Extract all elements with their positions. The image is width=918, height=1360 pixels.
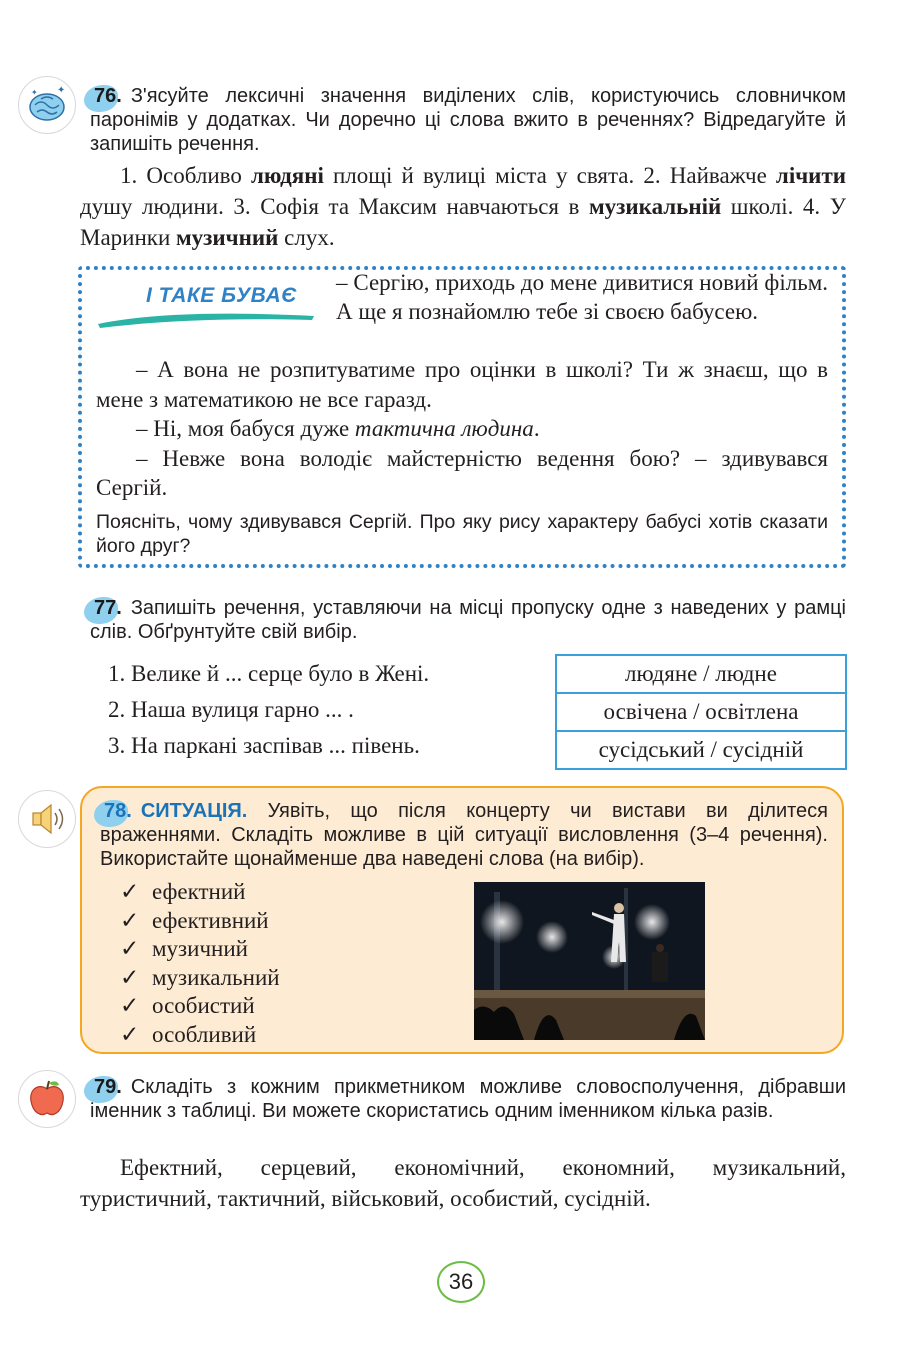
svg-text:✦: ✦: [57, 85, 66, 96]
sentence-part: душу людини. 3. Софія та Максим навчаються в: [80, 194, 589, 219]
check-icon: ✓: [120, 907, 140, 933]
page-number: 36: [437, 1261, 485, 1303]
highlighted-word: людяні: [250, 163, 324, 188]
check-icon: ✓: [120, 1021, 140, 1047]
check-icon: ✓: [120, 879, 140, 904]
joke-line-4: – Невже вона володіє майстерністю ведення бою? – здивувався Сергій.: [96, 445, 828, 500]
checklist-word: ефектний: [152, 879, 246, 904]
checklist-item: [120, 1021, 280, 1050]
check-icon: ✓: [120, 936, 140, 962]
speaker-icon: [18, 790, 76, 848]
task-79-instruction: [90, 1075, 846, 1123]
task-77-instruction: [90, 596, 846, 644]
task-number-76: 76.: [90, 84, 125, 108]
joke-dialogue: [96, 355, 828, 503]
task-76-sentences: [80, 160, 846, 253]
check-icon: ✓: [120, 964, 140, 990]
checklist-word: музичний: [152, 936, 248, 962]
task-76-instruction: [90, 84, 846, 156]
brush-stroke-icon: [96, 282, 316, 332]
word-checklist: [120, 878, 280, 1050]
joke-italic-phrase: тактична людина: [354, 416, 534, 441]
task-78-instruction: [100, 799, 828, 871]
task-79-text: Складіть з кожним прикметником можливе словосполучення, дібравши іменник з таблиці. Ви можете скористатись одним іменником кілька разів.: [90, 1076, 846, 1122]
situation-label: СИТУАЦІЯ.: [140, 800, 248, 822]
joke-heading: [96, 282, 316, 332]
word-option: сусідський / сусідній: [598, 737, 804, 762]
checklist-item: [120, 878, 280, 907]
sentence-part: слух.: [278, 225, 335, 250]
svg-text:✦: ✦: [31, 88, 38, 97]
sentence-part: площі й вулиці міста у свята. 2. Найважче: [323, 163, 776, 188]
task-78-text: Уявіть, що після концерту чи вистави ви ділитеся враженнями. Складіть можливе в цій ситуації висловлення (3–4 речення). Використайте щонайменше два наведені слова (на вибір).: [100, 800, 829, 870]
joke-heading-text: І ТАКЕ БУВАЄ: [146, 284, 297, 307]
word-option: освічена / освітлена: [557, 694, 845, 732]
checklist-word: особливий: [152, 1021, 257, 1047]
checklist-item: [120, 992, 280, 1021]
joke-line-3-end: .: [533, 416, 540, 441]
checklist-item: [120, 907, 280, 936]
joke-line-2: – А вона не розпитуватиме про оцінки в школі? Ти ж знаєш, що в мене з математикою не все гаразд.: [96, 357, 828, 412]
sentence-3: 3. На паркані заспівав ... півень.: [108, 733, 420, 758]
task-76-text: З'ясуйте лексичні значення виділених слів, користуючись словничком паронімів у додатках. Чи доречно ці слова вжито в реченнях? Відредагуйте й запишіть речення.: [90, 85, 846, 155]
checklist-word: музикальний: [152, 964, 280, 990]
joke-line-1: – Сергію, приходь до мене дивитися новий фільм. А ще я познайомлю тебе зі своєю бабусею.: [336, 270, 828, 324]
joke-question: Поясніть, чому здивувався Сергій. Про яку рису характеру бабусі хотів сказати його друг?: [96, 511, 828, 557]
task-number-78: 78.: [100, 799, 135, 823]
sentence-part: школі. 4. У Маринки: [80, 194, 846, 250]
highlighted-word: лічити: [775, 163, 846, 188]
sentence-2: 2. Наша вулиця гарно ... .: [108, 697, 354, 722]
task-number-79: 79.: [90, 1075, 125, 1099]
brain-icon: [18, 76, 76, 134]
word-options-box: [555, 654, 847, 770]
checklist-word: особистий: [152, 993, 255, 1019]
task-77-text: Запишіть речення, уставляючи на місці пропуску одне з наведених у рамці слів. Обґрунтуйте свій вибір.: [90, 597, 846, 643]
highlighted-word: музичний: [176, 225, 279, 250]
checklist-item: [120, 935, 280, 964]
check-icon: ✓: [120, 993, 140, 1019]
concert-photo: [474, 882, 705, 1040]
sentence-1: 1. Велике й ... серце було в Жені.: [108, 661, 430, 686]
sentence-part: 1. Особливо: [120, 163, 251, 188]
checklist-item: [120, 964, 280, 993]
task-number-77: 77.: [90, 596, 125, 620]
task-77-sentences: [108, 656, 429, 764]
highlighted-word: музикальній: [589, 194, 722, 219]
task-79-words: Ефектний, серцевий, економічний, економний, музикальний, туристичний, тактичний, військовий, особистий, сусідній.: [80, 1155, 846, 1211]
joke-line-3: [96, 414, 828, 444]
apple-icon: [18, 1070, 76, 1128]
checklist-word: ефективний: [152, 907, 269, 933]
joke-line-3-text: – Ні, моя бабуся дуже: [136, 416, 355, 441]
word-option: людяне / людне: [557, 656, 845, 694]
